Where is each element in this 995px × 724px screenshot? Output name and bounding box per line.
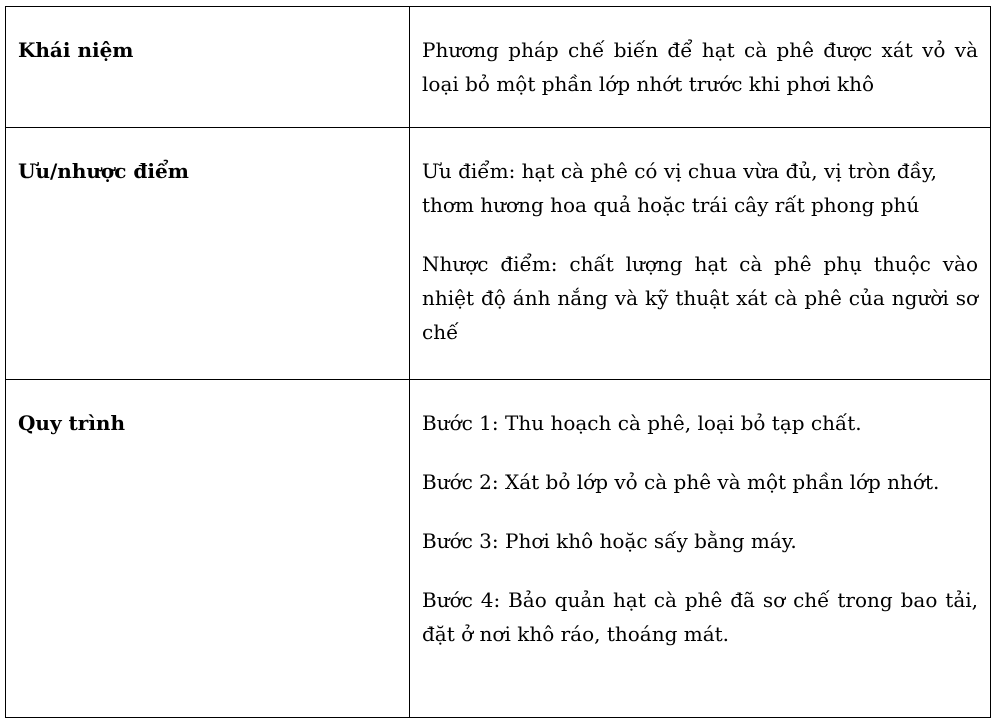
- process-step-1: Bước 1: Thu hoạch cà phê, loại bỏ tạp chất.: [422, 411, 862, 435]
- info-table: [5, 6, 991, 718]
- label-cell: [6, 128, 410, 380]
- row-label-process: Quy trình: [18, 411, 126, 435]
- row-label-pros-cons: Ưu/nhược điểm: [18, 159, 189, 183]
- process-step-3: Bước 3: Phơi khô hoặc sấy bằng máy.: [422, 529, 797, 553]
- concept-definition: Phương pháp chế biến để hạt cà phê được xát vỏ và loại bỏ một phần lớp nhớt trước khi phơi khô: [422, 38, 978, 96]
- row-label-concept: Khái niệm: [18, 38, 134, 62]
- content-cell: [410, 128, 991, 380]
- label-cell: [6, 7, 410, 128]
- process-step-2: Bước 2: Xát bỏ lớp vỏ cà phê và một phần lớp nhớt.: [422, 470, 940, 494]
- label-cell: [6, 380, 410, 718]
- advantages-text: Ưu điểm: hạt cà phê có vị chua vừa đủ, vị tròn đầy, thơm hương hoa quả hoặc trái cây rất phong phú: [422, 159, 937, 217]
- table-row-pros-cons: [6, 128, 991, 380]
- content-cell: [410, 380, 991, 718]
- content-cell: [410, 7, 991, 128]
- disadvantages-text: Nhược điểm: chất lượng hạt cà phê phụ thuộc vào nhiệt độ ánh nắng và kỹ thuật xát cà phê của người sơ chế: [422, 252, 978, 344]
- table-row-concept: [6, 7, 991, 128]
- process-step-4: Bước 4: Bảo quản hạt cà phê đã sơ chế trong bao tải, đặt ở nơi khô ráo, thoáng mát.: [422, 588, 978, 646]
- table-row-process: [6, 380, 991, 718]
